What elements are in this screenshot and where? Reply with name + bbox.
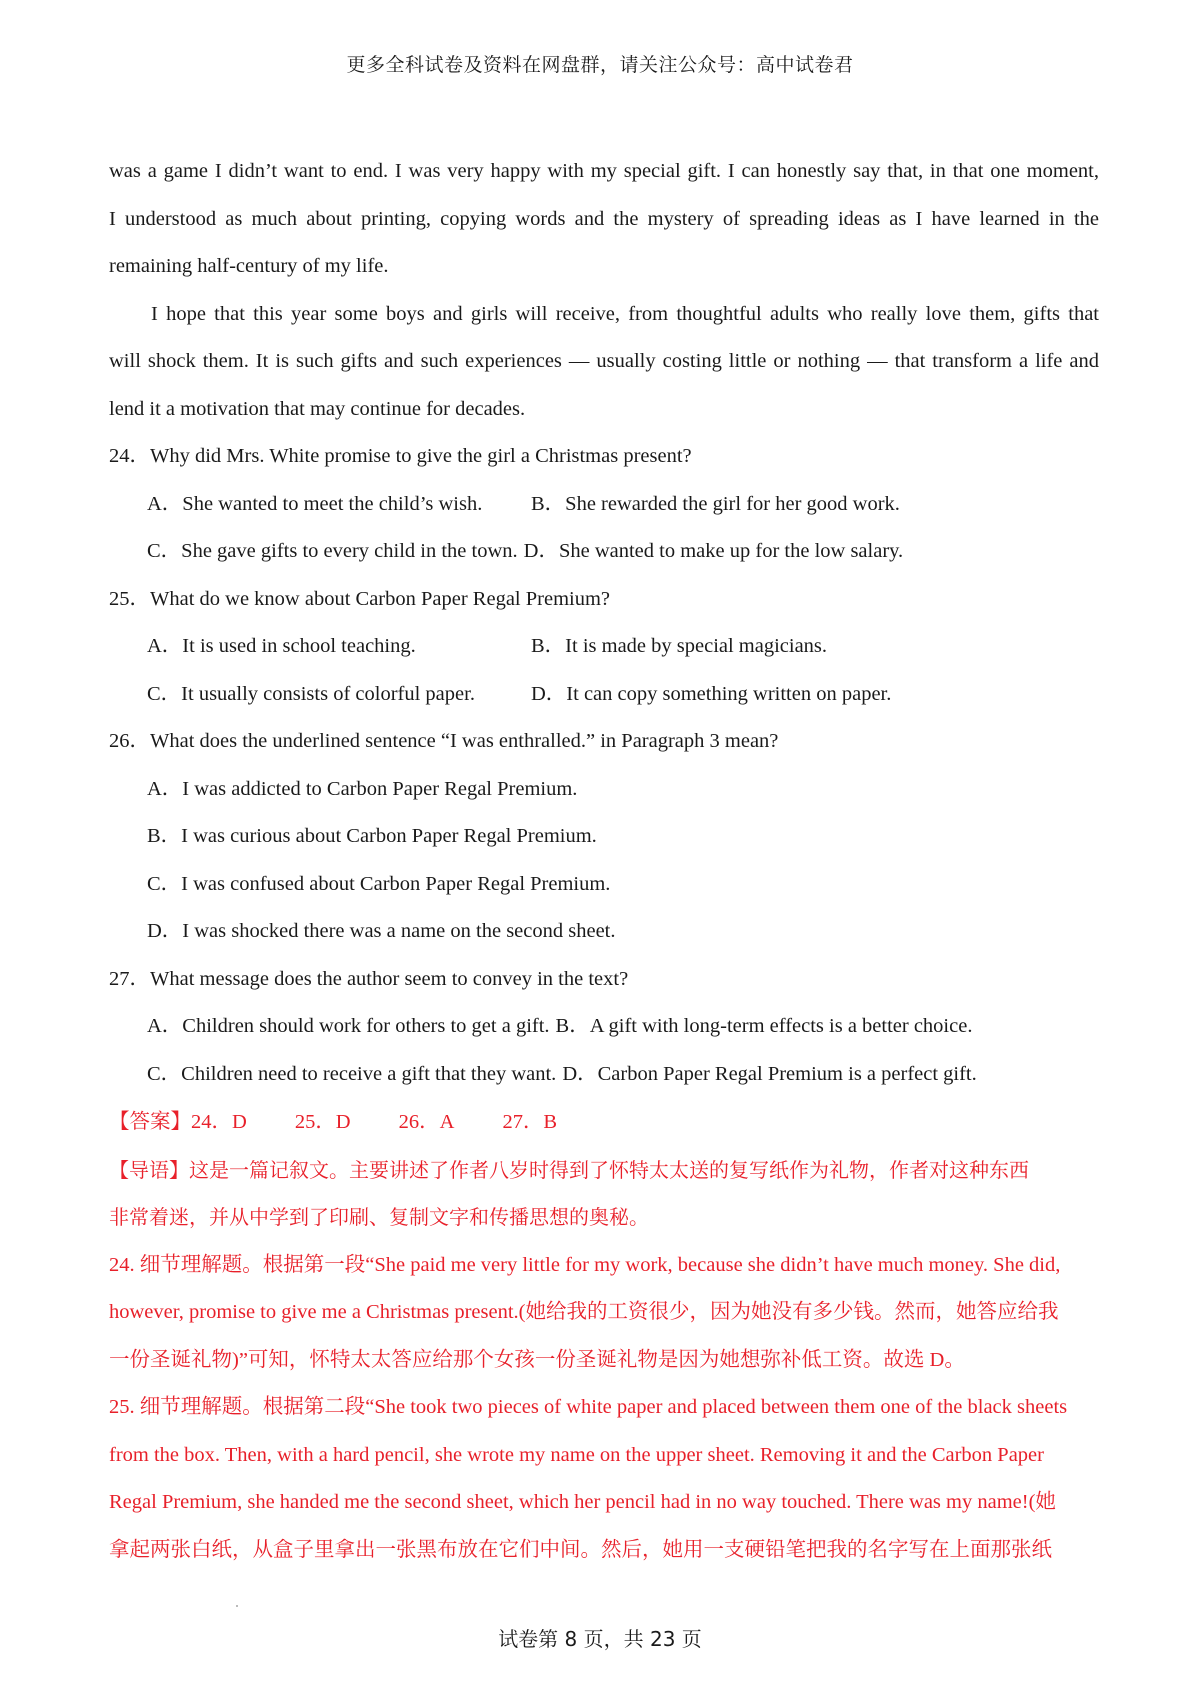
stray-mark — [236, 1605, 238, 1607]
page-footer: 试卷第 8 页，共 23 页 — [498, 1627, 702, 1651]
answer-key — [109, 1098, 1099, 1147]
passage-paragraph-2 — [109, 291, 1099, 434]
text-line: will shock them. It is such gifts and such experiences — usually costing little or nothing — that transform a life and — [109, 350, 1099, 372]
option-d: D．It can copy something written on paper. — [531, 682, 892, 705]
text-line: 25. 细节理解题。根据第二段“She took two pieces of white paper and placed between them one of the black sheets — [109, 1396, 1068, 1418]
intro-label: 【导语】 — [109, 1157, 189, 1182]
text-line: I understood as much about printing, copying words and the mystery of spreading ideas as I have learned in the — [109, 207, 1099, 230]
text-line: Regal Premium, she handed me the second sheet, which her pencil had in no way touched. There was my name!(她 — [109, 1491, 1056, 1513]
text-line: 这是一篇记叙文。主要讲述了作者八岁时得到了怀特太太送的复写纸作为礼物，作者对这种东西 — [189, 1157, 1029, 1182]
page-body — [109, 148, 1099, 1574]
option-a: A．She wanted to meet the child’s wish. — [147, 492, 483, 515]
page-header: 更多全科试卷及资料在网盘群，请关注公众号：高中试卷君 — [346, 54, 854, 76]
option-a: A．Children should work for others to get a gift. — [147, 1015, 550, 1037]
option-row — [147, 671, 1099, 719]
text-line: I hope that this year some boys and girls will receive, from thoughtful adults who really love them, gifts that — [151, 302, 1099, 325]
text-line: 一份圣诞礼物)”可知，怀特太太答应给那个女孩一份圣诞礼物是因为她想弥补低工资。故选 D。 — [109, 1348, 965, 1371]
text-line: 拿起两张白纸，从盒子里拿出一张黑布放在它们中间。然后，她用一支硬铅笔把我的名字写在上面那张纸 — [109, 1538, 1052, 1561]
question-stem: 25．What do we know about Carbon Paper Regal Premium? — [109, 587, 610, 610]
option-a: A．I was addicted to Carbon Paper Regal Premium. — [147, 777, 578, 800]
text-line: however, promise to give me a Christmas present.(她给我的工资很少，因为她没有多少钱。然而，她答应给我 — [109, 1301, 1059, 1323]
text-line: from the box. Then, with a hard pencil, she wrote my name on the upper sheet. Removing it and the Carbon Paper — [109, 1443, 1044, 1466]
option-c: C．She gave gifts to every child in the town. — [147, 540, 518, 562]
option-b: B．She rewarded the girl for her good work. — [531, 492, 900, 515]
text-line: 非常着迷，并从中学到了印刷、复制文字和传播思想的奥秘。 — [109, 1205, 649, 1229]
text-line: was a game I didn’t want to end. I was very happy with my special gift. I can honestly say that, in that one moment, — [109, 160, 1099, 182]
option-b: B．It is made by special magicians. — [531, 635, 828, 657]
text-line: 24. 细节理解题。根据第一段“She paid me very little for my work, because she didn’t have much money. She did, — [109, 1253, 1061, 1276]
option-a: A．It is used in school teaching. — [147, 635, 416, 657]
explanation-q24 — [109, 1242, 1099, 1385]
option-row — [147, 1051, 1099, 1099]
option-b: B．A gift with long-term effects is a better choice. — [555, 1015, 973, 1037]
text-line: remaining half-century of my life. — [109, 255, 389, 277]
option-d: D．Carbon Paper Regal Premium is a perfect gift. — [562, 1062, 977, 1085]
option-c: C．Children need to receive a gift that they want. — [147, 1062, 557, 1085]
answer-item: 27．B — [502, 1111, 558, 1133]
option-row — [147, 528, 1099, 576]
answer-item: 25．D — [294, 1111, 351, 1133]
answer-item: 26．A — [398, 1111, 455, 1133]
question-stem: 26．What does the underlined sentence “I was enthralled.” in Paragraph 3 mean? — [109, 730, 779, 752]
explanation-q25 — [109, 1384, 1099, 1574]
question-stem: 24．Why did Mrs. White promise to give the girl a Christmas present? — [109, 445, 692, 467]
option-row — [147, 481, 1099, 529]
option-row — [147, 623, 1099, 671]
text-line: lend it a motivation that may continue for decades. — [109, 397, 526, 420]
answer-item: 24．D — [191, 1111, 247, 1133]
option-c: C．It usually consists of colorful paper. — [147, 682, 475, 705]
option-b: B．I was curious about Carbon Paper Regal Premium. — [147, 825, 597, 847]
option-row — [147, 1003, 1099, 1051]
explanation-intro — [109, 1147, 1099, 1242]
option-d: D．She wanted to make up for the low salary. — [523, 540, 904, 562]
answer-label: 【答案】 — [109, 1109, 191, 1133]
question-stem: 27．What message does the author seem to convey in the text? — [109, 967, 629, 990]
option-d: D．I was shocked there was a name on the second sheet. — [147, 920, 616, 942]
passage-paragraph-1 — [109, 148, 1099, 291]
option-c: C．I was confused about Carbon Paper Regal Premium. — [147, 872, 611, 895]
